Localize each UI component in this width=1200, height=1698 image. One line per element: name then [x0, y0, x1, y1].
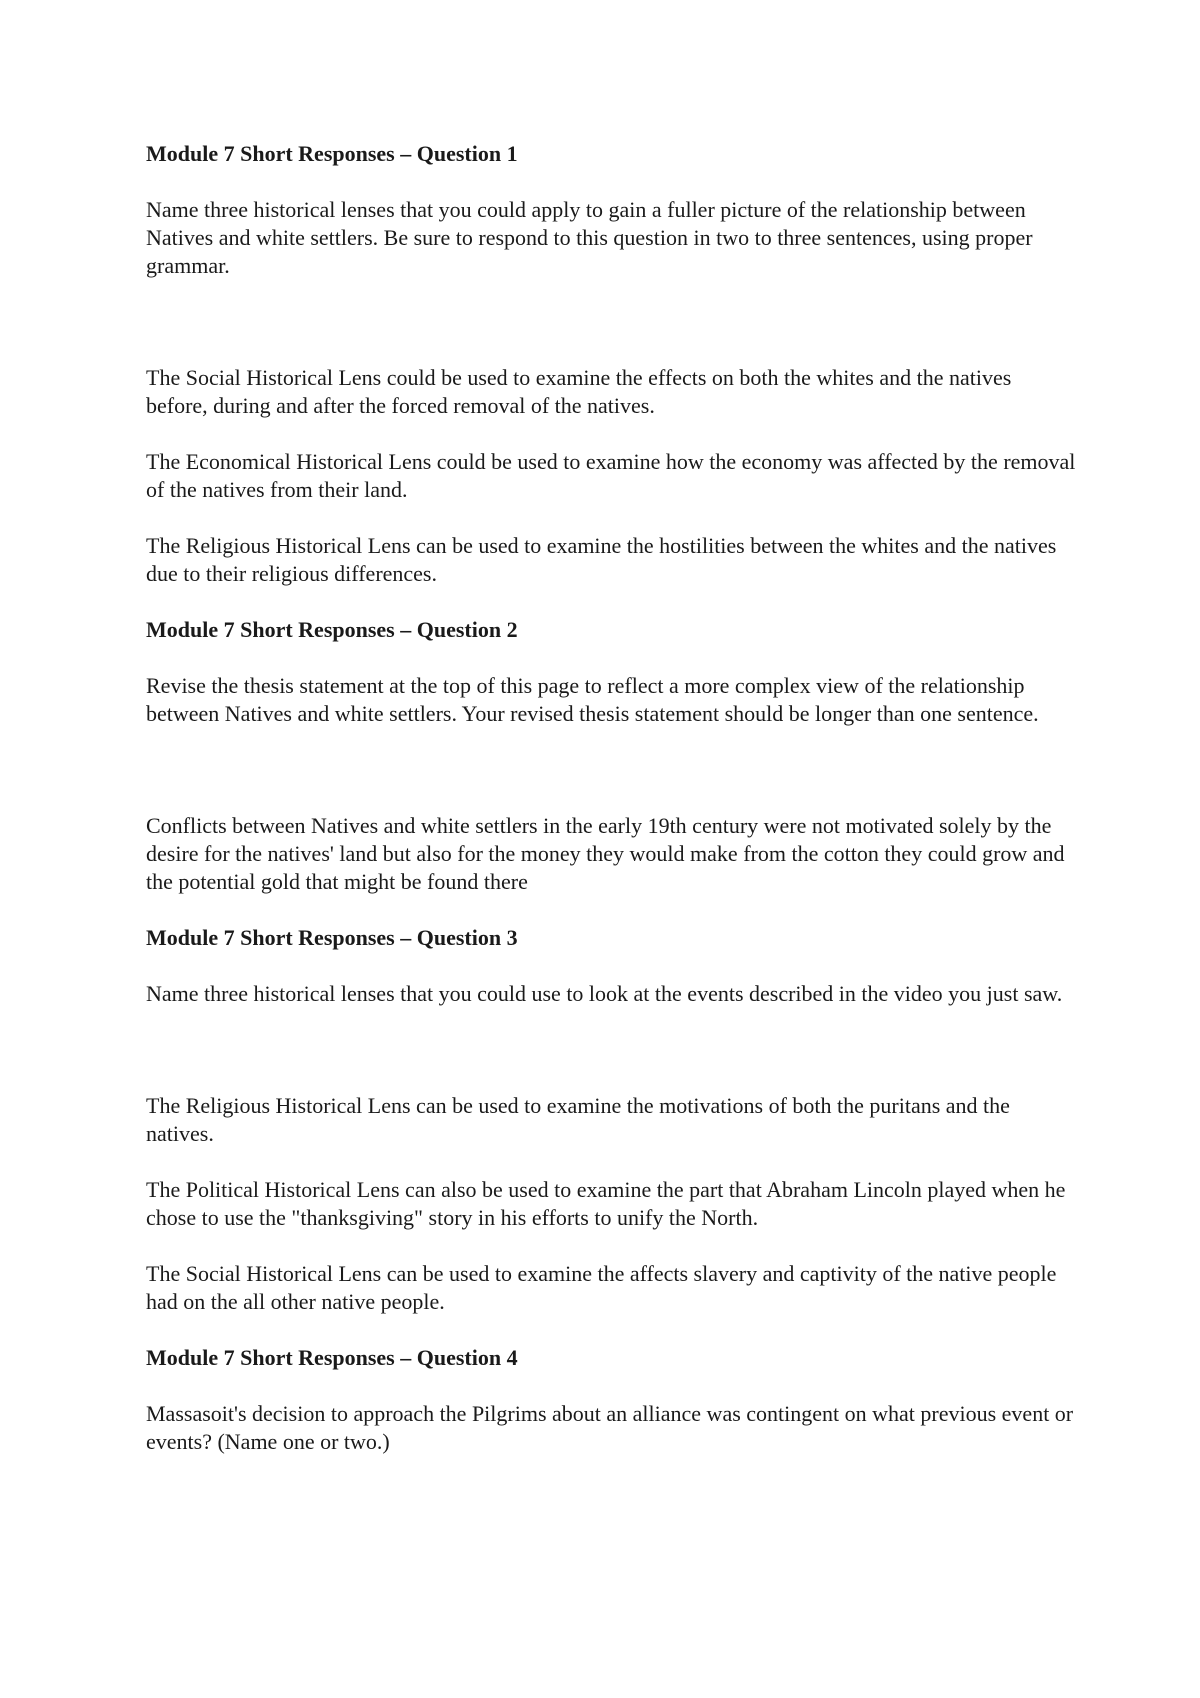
question-3-prompt: Name three historical lenses that you could use to look at the events described in the video you just saw. [146, 981, 1063, 1006]
answer-spacer [146, 1036, 1076, 1092]
question-3-heading: Module 7 Short Responses – Question 3 [146, 925, 518, 950]
document-page [146, 140, 1076, 1484]
question-2-section [146, 616, 1076, 896]
question-3-answer-2: The Political Historical Lens can also be used to examine the part that Abraham Lincoln played when he chose to use the "thanksgiving" story in his efforts to unify the North. [146, 1177, 1066, 1230]
question-2-heading: Module 7 Short Responses – Question 2 [146, 617, 518, 642]
question-3-answer-3: The Social Historical Lens can be used to examine the affects slavery and captivity of the native people had on the all other native people. [146, 1261, 1057, 1314]
question-3-section [146, 924, 1076, 1316]
question-1-prompt: Name three historical lenses that you could apply to gain a fuller picture of the relationship between Natives and white settlers. Be sure to respond to this question in two to three sentences, using proper grammar. [146, 197, 1033, 278]
question-2-answer-1: Conflicts between Natives and white settlers in the early 19th century were not motivated solely by the desire for the natives' land but also for the money they would make from the cotton they could grow and the potential gold that might be found there [146, 813, 1065, 894]
question-4-prompt: Massasoit's decision to approach the Pilgrims about an alliance was contingent on what previous event or events? (Name one or two.) [146, 1401, 1074, 1454]
question-1-heading: Module 7 Short Responses – Question 1 [146, 141, 518, 166]
question-4-heading: Module 7 Short Responses – Question 4 [146, 1345, 518, 1370]
question-1-section [146, 140, 1076, 588]
answer-spacer [146, 756, 1076, 812]
question-1-answer-3: The Religious Historical Lens can be used to examine the hostilities between the whites and the natives due to their religious differences. [146, 533, 1057, 586]
question-1-answer-2: The Economical Historical Lens could be used to examine how the economy was affected by the removal of the natives from their land. [146, 449, 1076, 502]
question-1-answer-1: The Social Historical Lens could be used to examine the effects on both the whites and the natives before, during and after the forced removal of the natives. [146, 365, 1012, 418]
question-3-answer-1: The Religious Historical Lens can be used to examine the motivations of both the puritans and the natives. [146, 1093, 1010, 1146]
question-4-section [146, 1344, 1076, 1456]
question-2-prompt: Revise the thesis statement at the top of this page to reflect a more complex view of the relationship between Natives and white settlers. Your revised thesis statement should be longer than one sentence. [146, 673, 1039, 726]
answer-spacer [146, 308, 1076, 364]
